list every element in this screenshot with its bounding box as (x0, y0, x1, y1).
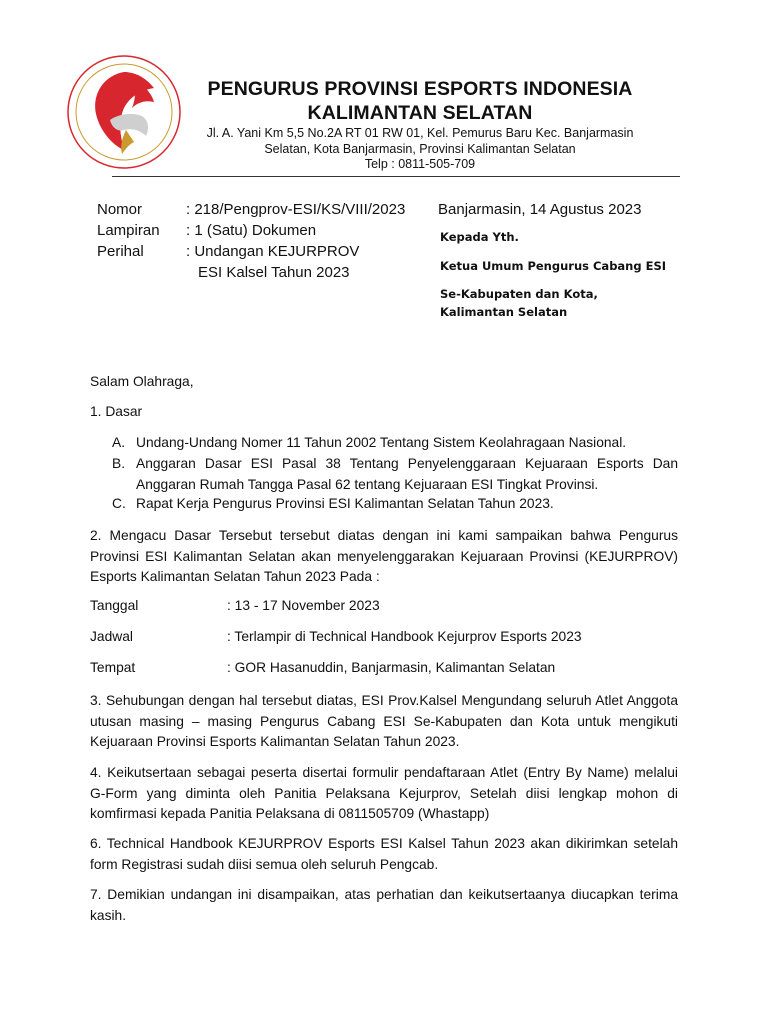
detail-tanggal-value: : 13 - 17 November 2023 (227, 598, 380, 613)
nomor-label: Nomor (97, 201, 143, 218)
address-line2: Selatan, Kota Banjarmasin, Provinsi Kalimantan Selatan (264, 141, 576, 156)
recipient-salutation: Kepada Yth. (440, 230, 519, 244)
detail-jadwal-value: : Terlampir di Technical Handbook Kejurprov Esports 2023 (227, 629, 582, 644)
dasar-item-c-mark: C. (112, 496, 126, 511)
detail-tempat-value: : GOR Hasanuddin, Banjarmasin, Kalimantan Selatan (227, 660, 556, 675)
org-title-line2: KALIMANTAN SELATAN (307, 102, 533, 124)
dasar-item-c: Rapat Kerja Pengurus Provinsi ESI Kalimantan Selatan Tahun 2023. (136, 496, 554, 511)
dasar-heading: 1. Dasar (90, 404, 143, 419)
dasar-item-b-mark: B. (112, 456, 126, 471)
dasar-item-a-mark: A. (112, 435, 126, 450)
detail-tanggal-label: Tanggal (90, 598, 139, 613)
paragraph-7: 7. Demikian undangan ini disampaikan, atas perhatian dan keikutsertaanya diucapkan terima kasih. (90, 887, 678, 923)
greeting: Salam Olahraga, (90, 374, 194, 389)
letter-date: Banjarmasin, 14 Agustus 2023 (438, 201, 642, 218)
paragraph-4: 4. Keikutsertaan sebagai peserta disertai formulir pendaftaraan Atlet (Entry By Name) melalui G-Form yang diminta oleh Panitia Pelaksana Kejurprov, Setelah diisi lengkap mohon di komfirmasi kepada Panitia Pelaksana di 0811505709 (Whastapp) (90, 765, 678, 821)
nomor-value: : 218/Pengprov-ESI/KS/VIII/2023 (186, 201, 406, 218)
lampiran-value: : 1 (Satu) Dokumen (186, 222, 317, 239)
address-phone: Telp : 0811-505-709 (364, 157, 476, 171)
address-line1: Jl. A. Yani Km 5,5 No.2A RT 01 RW 01, Kel. Pemurus Baru Kec. Banjarmasin (206, 126, 634, 140)
org-address (190, 126, 650, 173)
esi-logo (62, 50, 186, 174)
paragraph-2: 2. Mengacu Dasar Tersebut tersebut diatas dengan ini kami sampaikan bahwa Pengurus Provinsi ESI Kalimantan Selatan akan menyelenggarakan Kejuaraan Provinsi (KEJURPROV) Esports Kalimantan Selatan Tahun 2023 Pada : (90, 528, 678, 584)
org-title-line1: PENGURUS PROVINSI ESPORTS INDONESIA (207, 78, 633, 100)
paragraph-6: 6. Technical Handbook KEJURPROV Esports ESI Kalsel Tahun 2023 akan dikirimkan setelah form Registrasi sudah diisi semua oleh seluruh Pengcab. (90, 836, 678, 872)
paragraph-3: 3. Sehubungan dengan hal tersebut diatas, ESI Prov.Kalsel Mengundang seluruh Atlet Anggota utusan masing – masing Pengurus Cabang ESI Se-Kabupaten dan Kota untuk mengikuti Kejuaraan Provinsi Esports Kalimantan Selatan Tahun 2023. (90, 693, 678, 749)
perihal-value-2: ESI Kalsel Tahun 2023 (198, 264, 350, 281)
esi-logo-emblem (62, 50, 186, 174)
recipient-line-3: Se-Kabupaten dan Kota, Kalimantan Selatan (440, 287, 598, 319)
dasar-item-b: Anggaran Dasar ESI Pasal 38 Tentang Penyelenggaraan Kejuaraan Esports Dan Anggaran Rumah Tangga Pasal 62 tentang Kejuaraan ESI Tingkat Provinsi. (136, 456, 678, 492)
perihal-label: Perihal (97, 243, 144, 260)
perihal-value-1: : Undangan KEJURPROV (186, 243, 360, 260)
lampiran-label: Lampiran (97, 222, 160, 239)
detail-tempat-label: Tempat (90, 660, 136, 675)
header-divider (112, 176, 680, 177)
recipient-line-2: Ketua Umum Pengurus Cabang ESI (440, 259, 667, 273)
dasar-item-a: Undang-Undang Nomer 11 Tahun 2002 Tentang Sistem Keolahragaan Nasional. (136, 435, 627, 450)
detail-jadwal-label: Jadwal (90, 629, 133, 644)
